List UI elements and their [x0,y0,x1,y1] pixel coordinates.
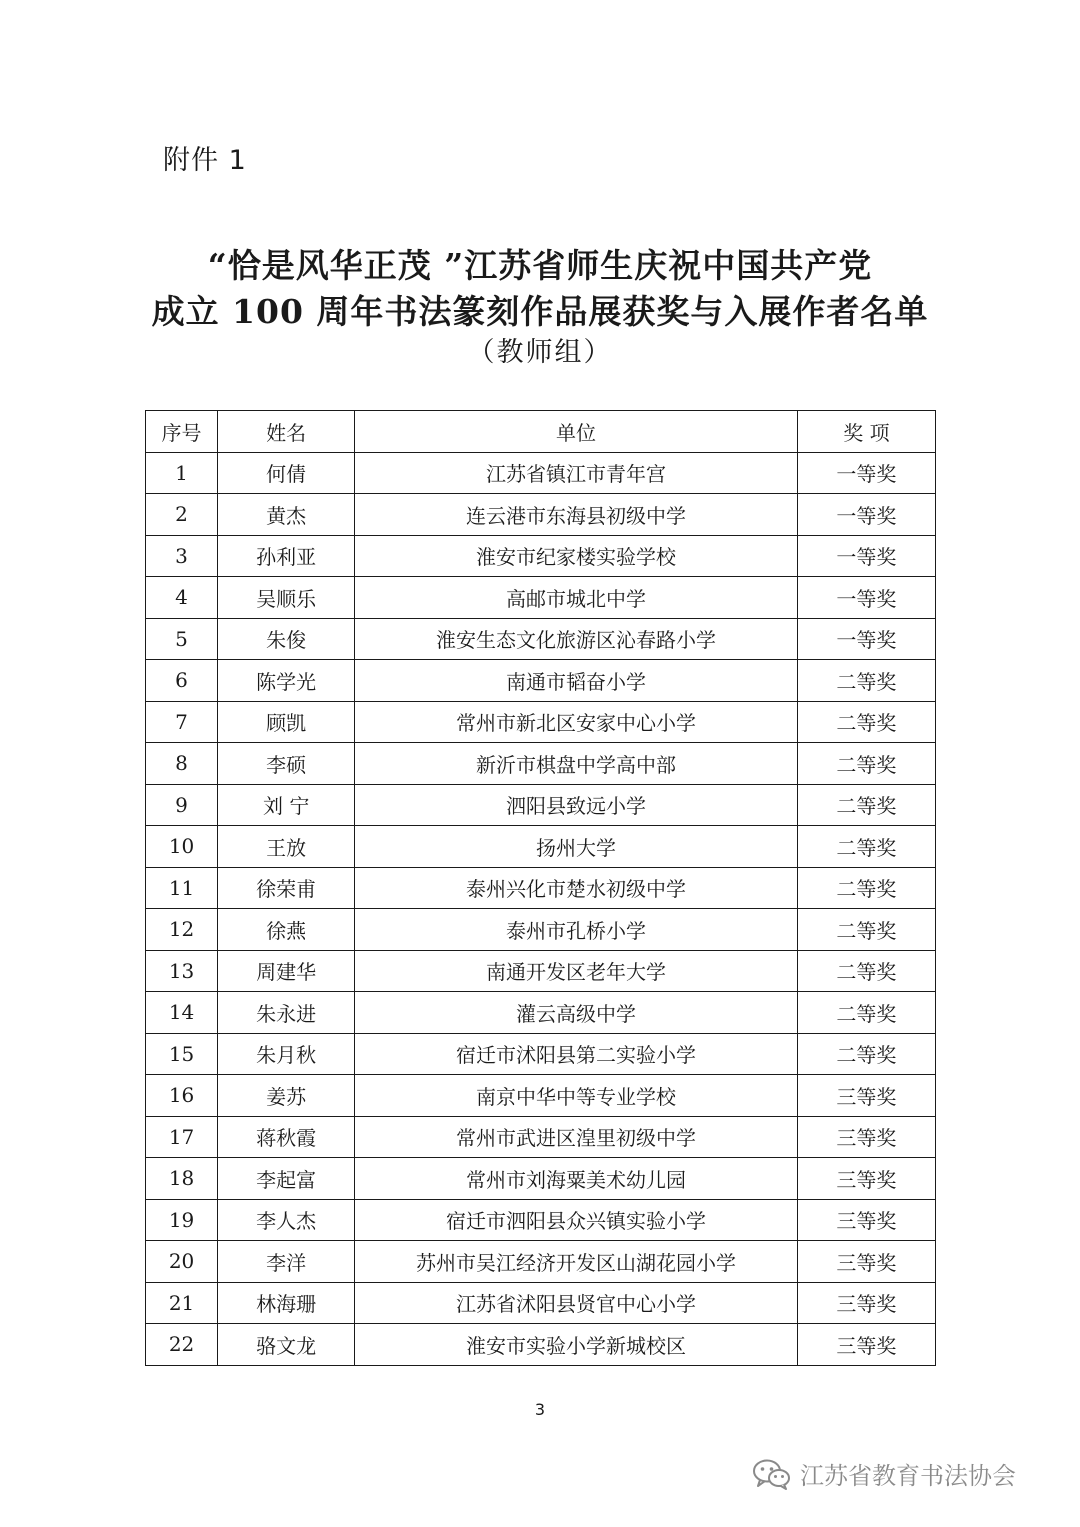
cell-name: 李硕 [218,743,355,785]
table-body [146,452,936,1365]
table-row [146,1324,936,1366]
table-row [146,992,936,1034]
cell-award: 二等奖 [797,950,935,992]
cell-number: 6 [146,660,218,702]
cell-number: 21 [146,1282,218,1324]
cell-name: 李洋 [218,1241,355,1283]
cell-number: 19 [146,1199,218,1241]
cell-number: 17 [146,1116,218,1158]
cell-unit: 淮安生态文化旅游区沁春路小学 [355,618,798,660]
cell-number: 18 [146,1158,218,1200]
cell-name: 刘 宁 [218,784,355,826]
cell-unit: 苏州市吴江经济开发区山湖花园小学 [355,1241,798,1283]
cell-name: 陈学光 [218,660,355,702]
cell-award: 一等奖 [797,577,935,619]
document-subtitle: （教师组） [467,337,613,368]
watermark [752,1456,1016,1491]
table-row [146,867,936,909]
document-title-line2: 成立 100 周年书法篆刻作品展获奖与入展作者名单 [151,292,929,331]
cell-award: 一等奖 [797,452,935,494]
table-header-row [146,411,936,453]
cell-unit: 高邮市城北中学 [355,577,798,619]
table-row [146,452,936,494]
table-row [146,1199,936,1241]
cell-unit: 淮安市实验小学新城校区 [355,1324,798,1366]
table-row [146,577,936,619]
cell-award: 三等奖 [797,1282,935,1324]
cell-unit: 常州市刘海粟美术幼儿园 [355,1158,798,1200]
cell-award: 二等奖 [797,1033,935,1075]
cell-number: 22 [146,1324,218,1366]
cell-number: 1 [146,452,218,494]
cell-number: 8 [146,743,218,785]
column-header-number: 序号 [146,411,218,453]
cell-award: 二等奖 [797,784,935,826]
table-row [146,1282,936,1324]
cell-name: 朱俊 [218,618,355,660]
cell-award: 三等奖 [797,1241,935,1283]
cell-unit: 宿迁市沭阳县第二实验小学 [355,1033,798,1075]
cell-name: 李起富 [218,1158,355,1200]
cell-award: 二等奖 [797,701,935,743]
cell-unit: 南通市韬奋小学 [355,660,798,702]
cell-unit: 江苏省镇江市青年宫 [355,452,798,494]
table-row [146,701,936,743]
document-title-line1: “恰是风华正茂 ”江苏省师生庆祝中国共产党 [207,246,873,285]
cell-number: 2 [146,494,218,536]
cell-award: 三等奖 [797,1116,935,1158]
cell-number: 5 [146,618,218,660]
table-row [146,743,936,785]
cell-name: 骆文龙 [218,1324,355,1366]
cell-award: 二等奖 [797,826,935,868]
table-row [146,618,936,660]
cell-unit: 泗阳县致远小学 [355,784,798,826]
cell-name: 李人杰 [218,1199,355,1241]
table-row [146,1033,936,1075]
cell-name: 徐荣甫 [218,867,355,909]
cell-award: 三等奖 [797,1075,935,1117]
cell-name: 朱月秋 [218,1033,355,1075]
cell-unit: 连云港市东海县初级中学 [355,494,798,536]
table-row [146,909,936,951]
cell-name: 孙利亚 [218,535,355,577]
cell-number: 13 [146,950,218,992]
cell-unit: 新沂市棋盘中学高中部 [355,743,798,785]
cell-number: 20 [146,1241,218,1283]
wechat-icon [752,1458,792,1490]
cell-name: 姜苏 [218,1075,355,1117]
cell-unit: 常州市武进区湟里初级中学 [355,1116,798,1158]
table-row [146,660,936,702]
cell-number: 16 [146,1075,218,1117]
cell-number: 12 [146,909,218,951]
cell-number: 15 [146,1033,218,1075]
cell-unit: 南京中华中等专业学校 [355,1075,798,1117]
cell-name: 顾凯 [218,701,355,743]
cell-name: 徐燕 [218,909,355,951]
cell-unit: 常州市新北区安家中心小学 [355,701,798,743]
cell-name: 朱永进 [218,992,355,1034]
attachment-label: 附件 1 [163,145,247,176]
cell-unit: 泰州市孔桥小学 [355,909,798,951]
cell-unit: 淮安市纪家楼实验学校 [355,535,798,577]
cell-name: 王放 [218,826,355,868]
cell-name: 黄杰 [218,494,355,536]
watermark-text: 江苏省教育书法协会 [800,1462,1016,1490]
column-header-award: 奖 项 [797,411,935,453]
page-number: 3 [534,1400,546,1419]
column-header-unit: 单位 [355,411,798,453]
cell-number: 9 [146,784,218,826]
cell-award: 二等奖 [797,867,935,909]
table-row [146,1075,936,1117]
cell-name: 何倩 [218,452,355,494]
cell-award: 二等奖 [797,992,935,1034]
cell-name: 林海珊 [218,1282,355,1324]
cell-number: 3 [146,535,218,577]
cell-award: 一等奖 [797,618,935,660]
cell-unit: 宿迁市泗阳县众兴镇实验小学 [355,1199,798,1241]
cell-name: 蒋秋霞 [218,1116,355,1158]
cell-award: 三等奖 [797,1158,935,1200]
table-row [146,950,936,992]
cell-number: 14 [146,992,218,1034]
table-row [146,494,936,536]
cell-name: 周建华 [218,950,355,992]
cell-award: 二等奖 [797,743,935,785]
cell-number: 10 [146,826,218,868]
cell-unit: 南通开发区老年大学 [355,950,798,992]
cell-unit: 灌云高级中学 [355,992,798,1034]
cell-number: 11 [146,867,218,909]
cell-number: 4 [146,577,218,619]
table-row [146,1241,936,1283]
cell-award: 一等奖 [797,535,935,577]
table-row [146,1116,936,1158]
cell-award: 三等奖 [797,1324,935,1366]
table-row [146,826,936,868]
column-header-name: 姓名 [218,411,355,453]
cell-award: 二等奖 [797,660,935,702]
table-row [146,784,936,826]
cell-name: 吴顺乐 [218,577,355,619]
cell-number: 7 [146,701,218,743]
cell-award: 三等奖 [797,1199,935,1241]
cell-unit: 扬州大学 [355,826,798,868]
cell-award: 二等奖 [797,909,935,951]
cell-unit: 泰州兴化市楚水初级中学 [355,867,798,909]
award-table [145,410,936,1366]
cell-unit: 江苏省沭阳县贤官中心小学 [355,1282,798,1324]
table-row [146,1158,936,1200]
cell-award: 一等奖 [797,494,935,536]
table-row [146,535,936,577]
